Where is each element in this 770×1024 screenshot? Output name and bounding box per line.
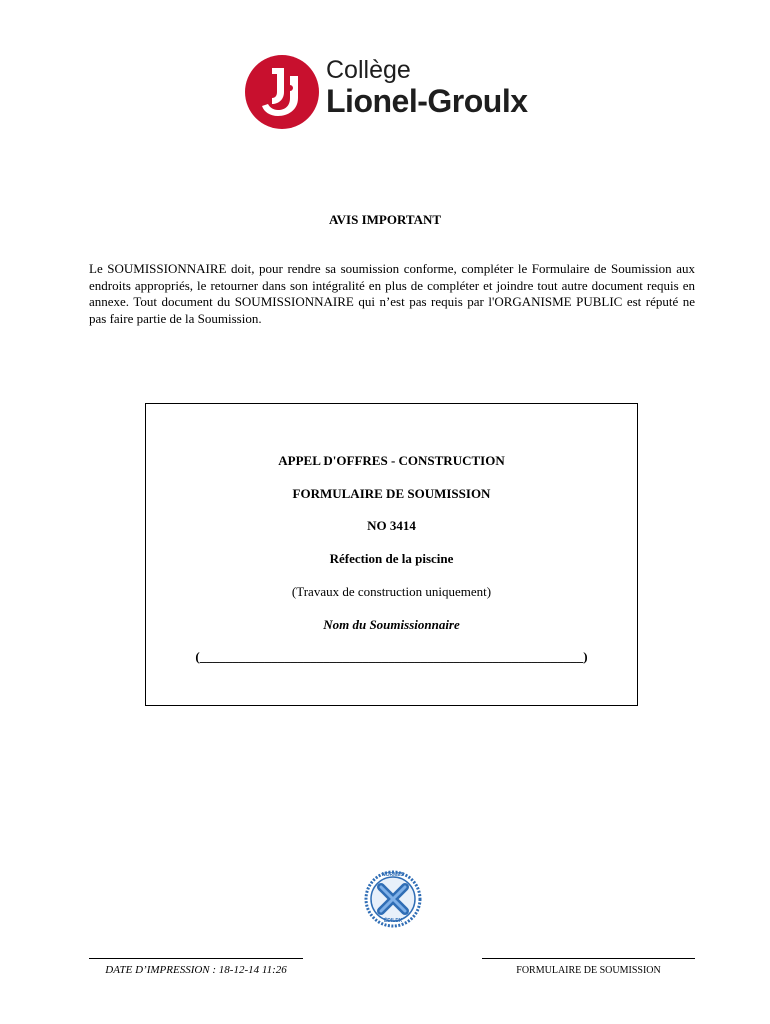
- tender-number: NO 3414: [367, 518, 416, 533]
- project-scope: (Travaux de construction uniquement): [291, 584, 492, 599]
- seal-top-text: NORMES: [382, 872, 404, 878]
- college-emblem-icon: [244, 54, 320, 130]
- bidder-name-label: Nom du Soumissionnaire: [323, 617, 460, 632]
- print-date: DATE D’IMPRESSION : 18-12-14 11:26: [89, 958, 303, 976]
- tender-type: APPEL D'OFFRES - CONSTRUCTION: [278, 453, 505, 468]
- seal-bottom-text: ÉDILEX: [383, 918, 403, 924]
- college-name: [326, 56, 528, 118]
- submission-form-box: [145, 403, 638, 706]
- normes-edilex-seal: [364, 870, 422, 928]
- bidder-name-field[interactable]: (___________________________________________________________): [195, 649, 588, 664]
- logo-line-college: Collège: [326, 56, 411, 84]
- notice-title: AVIS IMPORTANT: [328, 212, 442, 227]
- footer-form-title: FORMULAIRE DE SOUMISSION: [482, 958, 695, 976]
- college-logo: [244, 54, 534, 130]
- form-title: FORMULAIRE DE SOUMISSION: [292, 486, 491, 501]
- notice-body: Le SOUMISSIONNAIRE doit, pour rendre sa soumission conforme, compléter le Formulaire de Soumission aux endroits appropriés, le retourner dans son intégralité en plus de compléter et joindre tout autre document requis en annexe. Tout document du SOUMISSIONNAIRE qui n’est pas requis par l'ORGANISME PUBLIC est réputé ne pas faire partie de la Soumission.: [89, 261, 695, 326]
- project-title: Réfection de la piscine: [329, 551, 454, 566]
- logo-line-name: Lionel-Groulx: [326, 83, 528, 119]
